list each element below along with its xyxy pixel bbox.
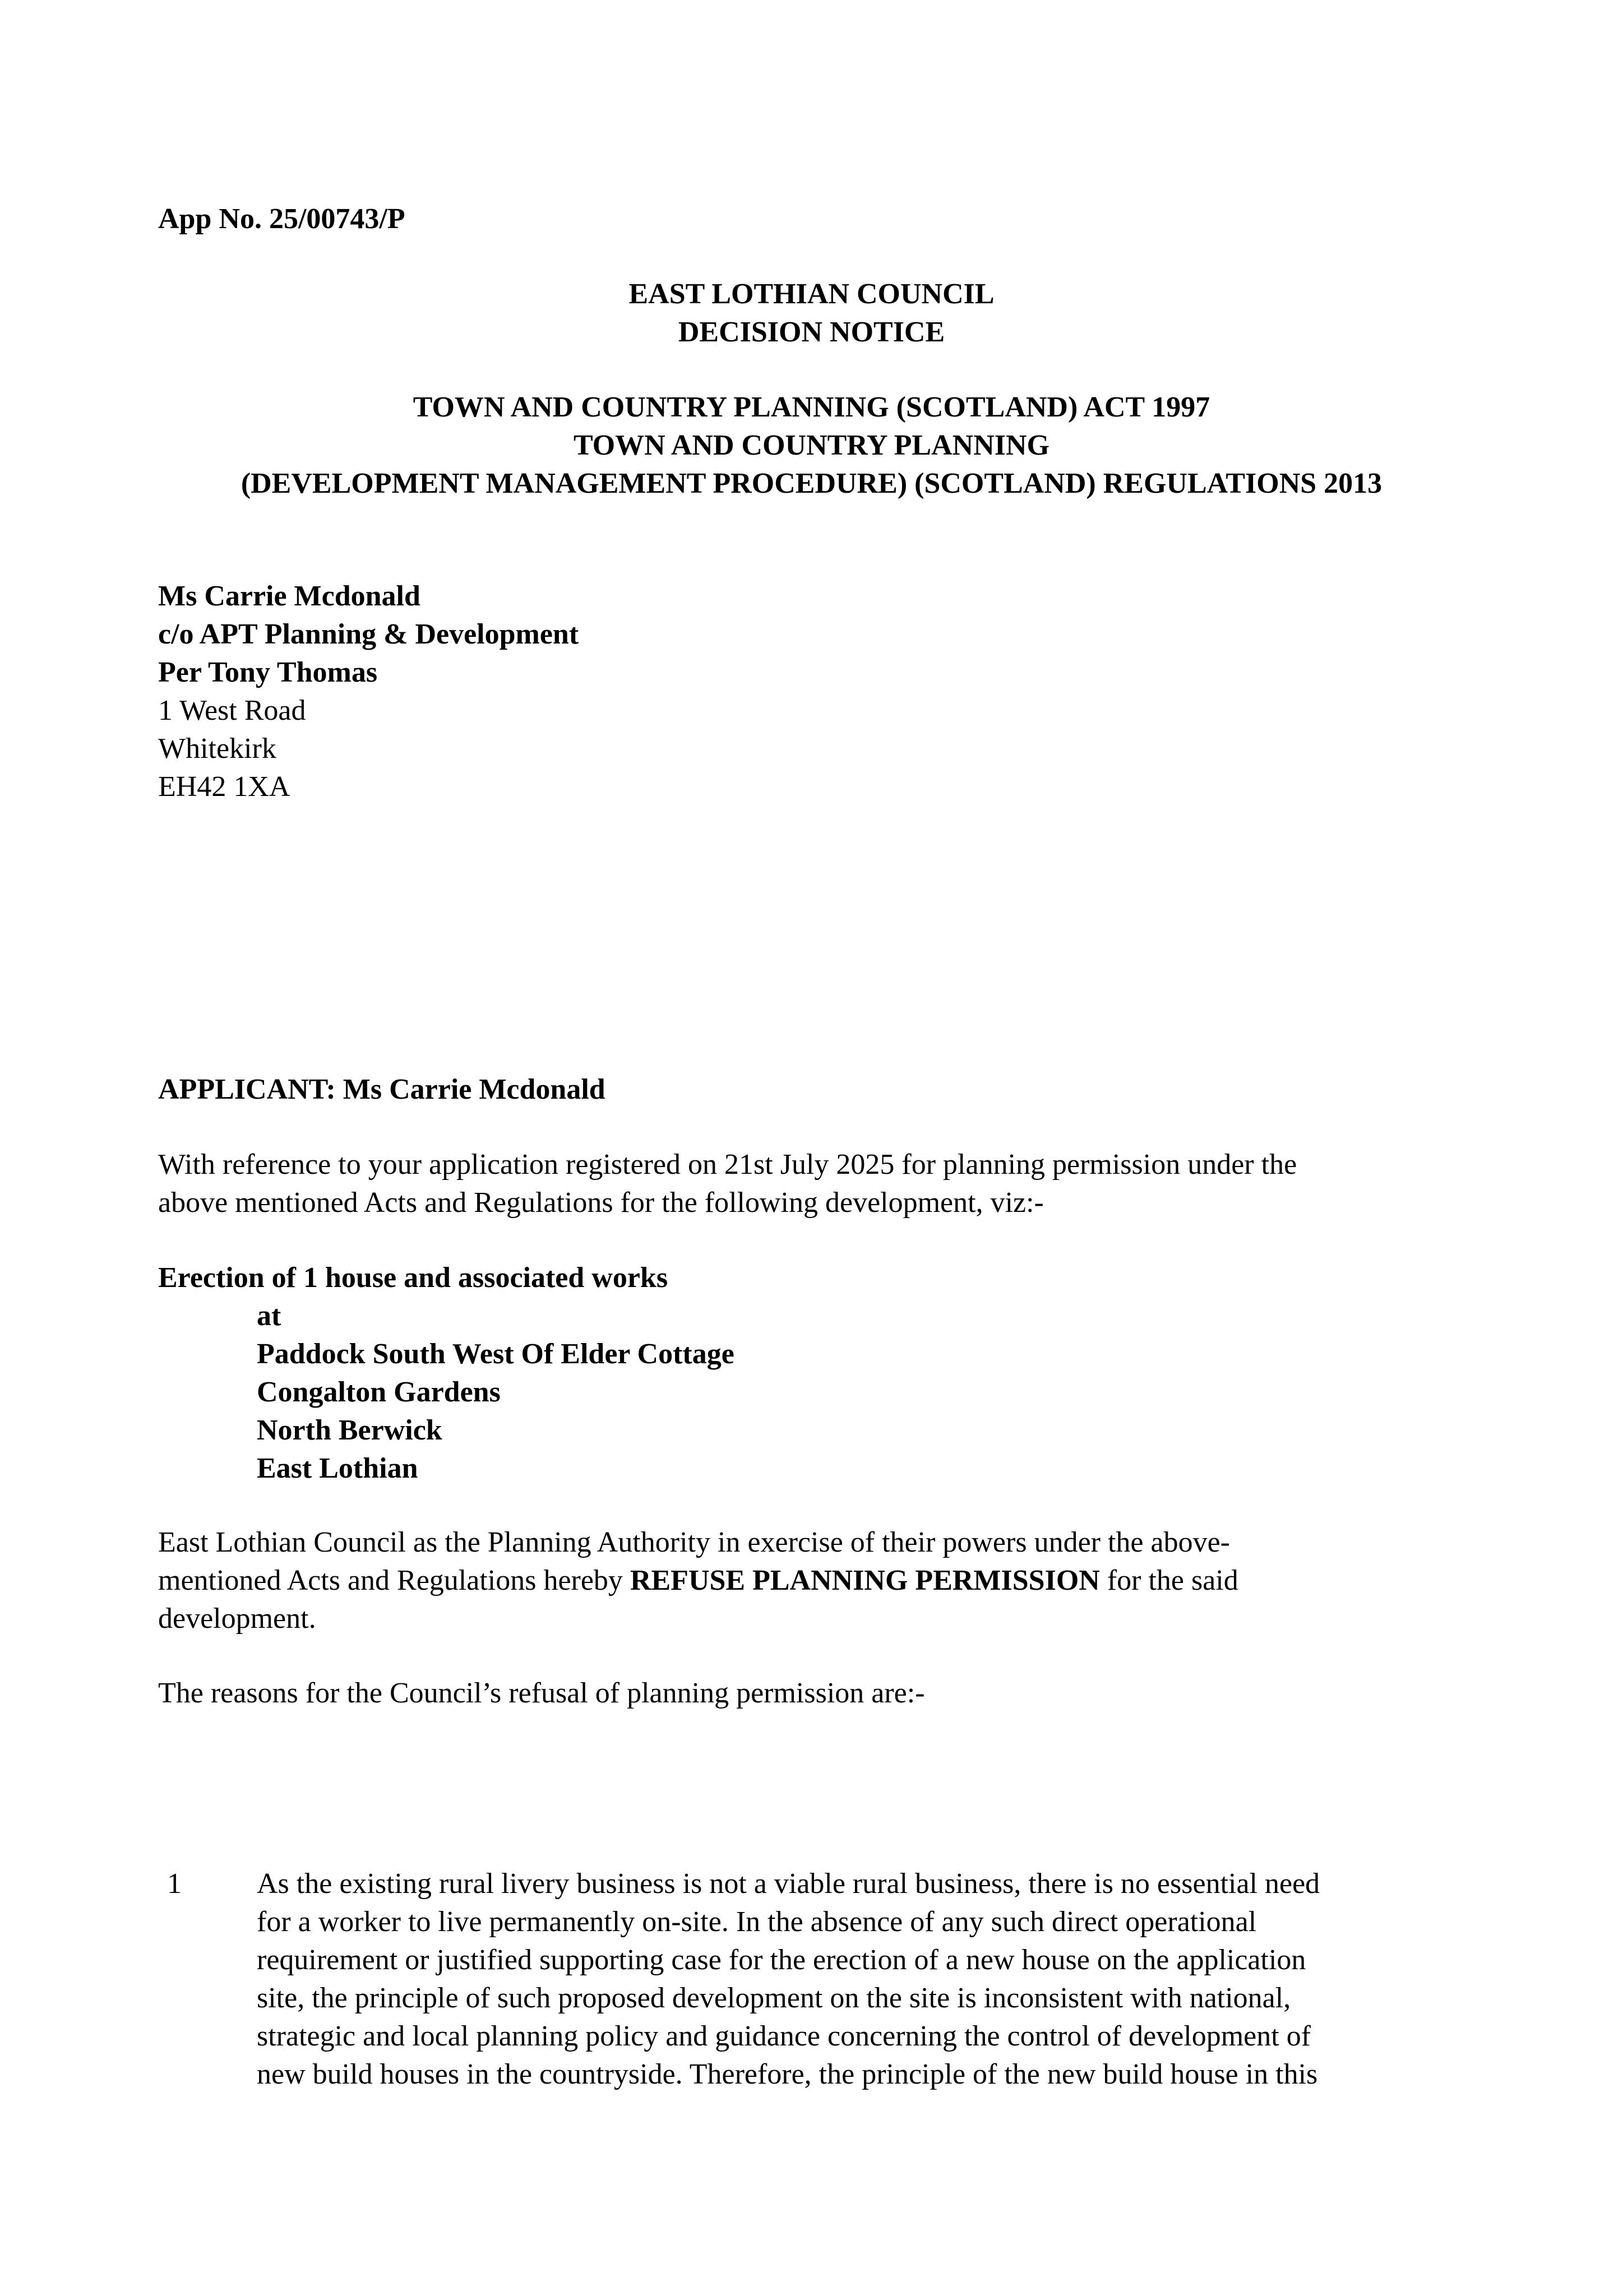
recipient-care-of: c/o APT Planning & Development: [158, 618, 579, 650]
reasons-intro: The reasons for the Council’s refusal of planning permission are:-: [158, 1677, 925, 1709]
decision-line-2-end: for the said: [1099, 1564, 1238, 1596]
council-header: [0, 275, 1623, 351]
intro-line-2: above mentioned Acts and Regulations for the following development, viz:-: [158, 1187, 1044, 1219]
regulations-title-1: TOWN AND COUNTRY PLANNING: [573, 429, 1049, 461]
recipient-postcode: EH42 1XA: [158, 771, 290, 803]
application-number: App No. 25/00743/P: [158, 203, 405, 235]
development-at: at: [257, 1300, 281, 1332]
development-location-2: Congalton Gardens: [257, 1376, 501, 1408]
decision-line-1: East Lothian Council as the Planning Authority in exercise of their powers under the above-: [158, 1526, 1230, 1558]
decision-line-2-start: mentioned Acts and Regulations hereby: [158, 1564, 630, 1596]
council-name: EAST LOTHIAN COUNCIL: [628, 278, 995, 310]
intro-line-1: With reference to your application registered on 21st July 2025 for planning permission under the: [158, 1149, 1297, 1181]
act-title: TOWN AND COUNTRY PLANNING (SCOTLAND) ACT 1997: [413, 391, 1210, 423]
reason-line-5: strategic and local planning policy and guidance concerning the control of development of: [257, 2020, 1311, 2052]
development-block: [158, 1259, 734, 1488]
recipient-per: Per Tony Thomas: [158, 656, 378, 688]
applicant-line: APPLICANT: Ms Carrie Mcdonald: [158, 1073, 605, 1105]
reason-number: 1: [167, 1868, 182, 1900]
reason-line-1: As the existing rural livery business is not a viable rural business, there is no essential need: [257, 1868, 1320, 1900]
recipient-town: Whitekirk: [158, 733, 276, 765]
reason-line-6: new build houses in the countryside. Therefore, the principle of the new build house in this: [257, 2058, 1318, 2090]
recipient-address: [158, 577, 579, 806]
decision-outcome: REFUSE PLANNING PERMISSION: [630, 1564, 1100, 1596]
development-location-4: East Lothian: [257, 1452, 418, 1484]
decision-line-2: [158, 1562, 1504, 1600]
regulations-title-2: (DEVELOPMENT MANAGEMENT PROCEDURE) (SCOTLAND) REGULATIONS 2013: [241, 467, 1382, 499]
reason-line-3: requirement or justified supporting case for the erection of a new house on the application: [257, 1944, 1306, 1976]
intro-paragraph: [158, 1146, 1476, 1222]
decision-paragraph: [158, 1524, 1504, 1638]
development-location-3: North Berwick: [257, 1414, 442, 1446]
decision-line-3: development.: [158, 1603, 316, 1635]
notice-title: DECISION NOTICE: [678, 316, 945, 348]
reason-line-2: for a worker to live permanently on-site. In the absence of any such direct operational: [257, 1906, 1257, 1938]
reason-text: [257, 1865, 1513, 2094]
legislation-header: [0, 388, 1623, 503]
recipient-name: Ms Carrie Mcdonald: [158, 580, 420, 612]
development-location-1: Paddock South West Of Elder Cottage: [257, 1338, 734, 1370]
development-description: Erection of 1 house and associated works: [158, 1262, 668, 1294]
recipient-street: 1 West Road: [158, 695, 306, 726]
reason-line-4: site, the principle of such proposed development on the site is inconsistent with national,: [257, 1982, 1291, 2014]
